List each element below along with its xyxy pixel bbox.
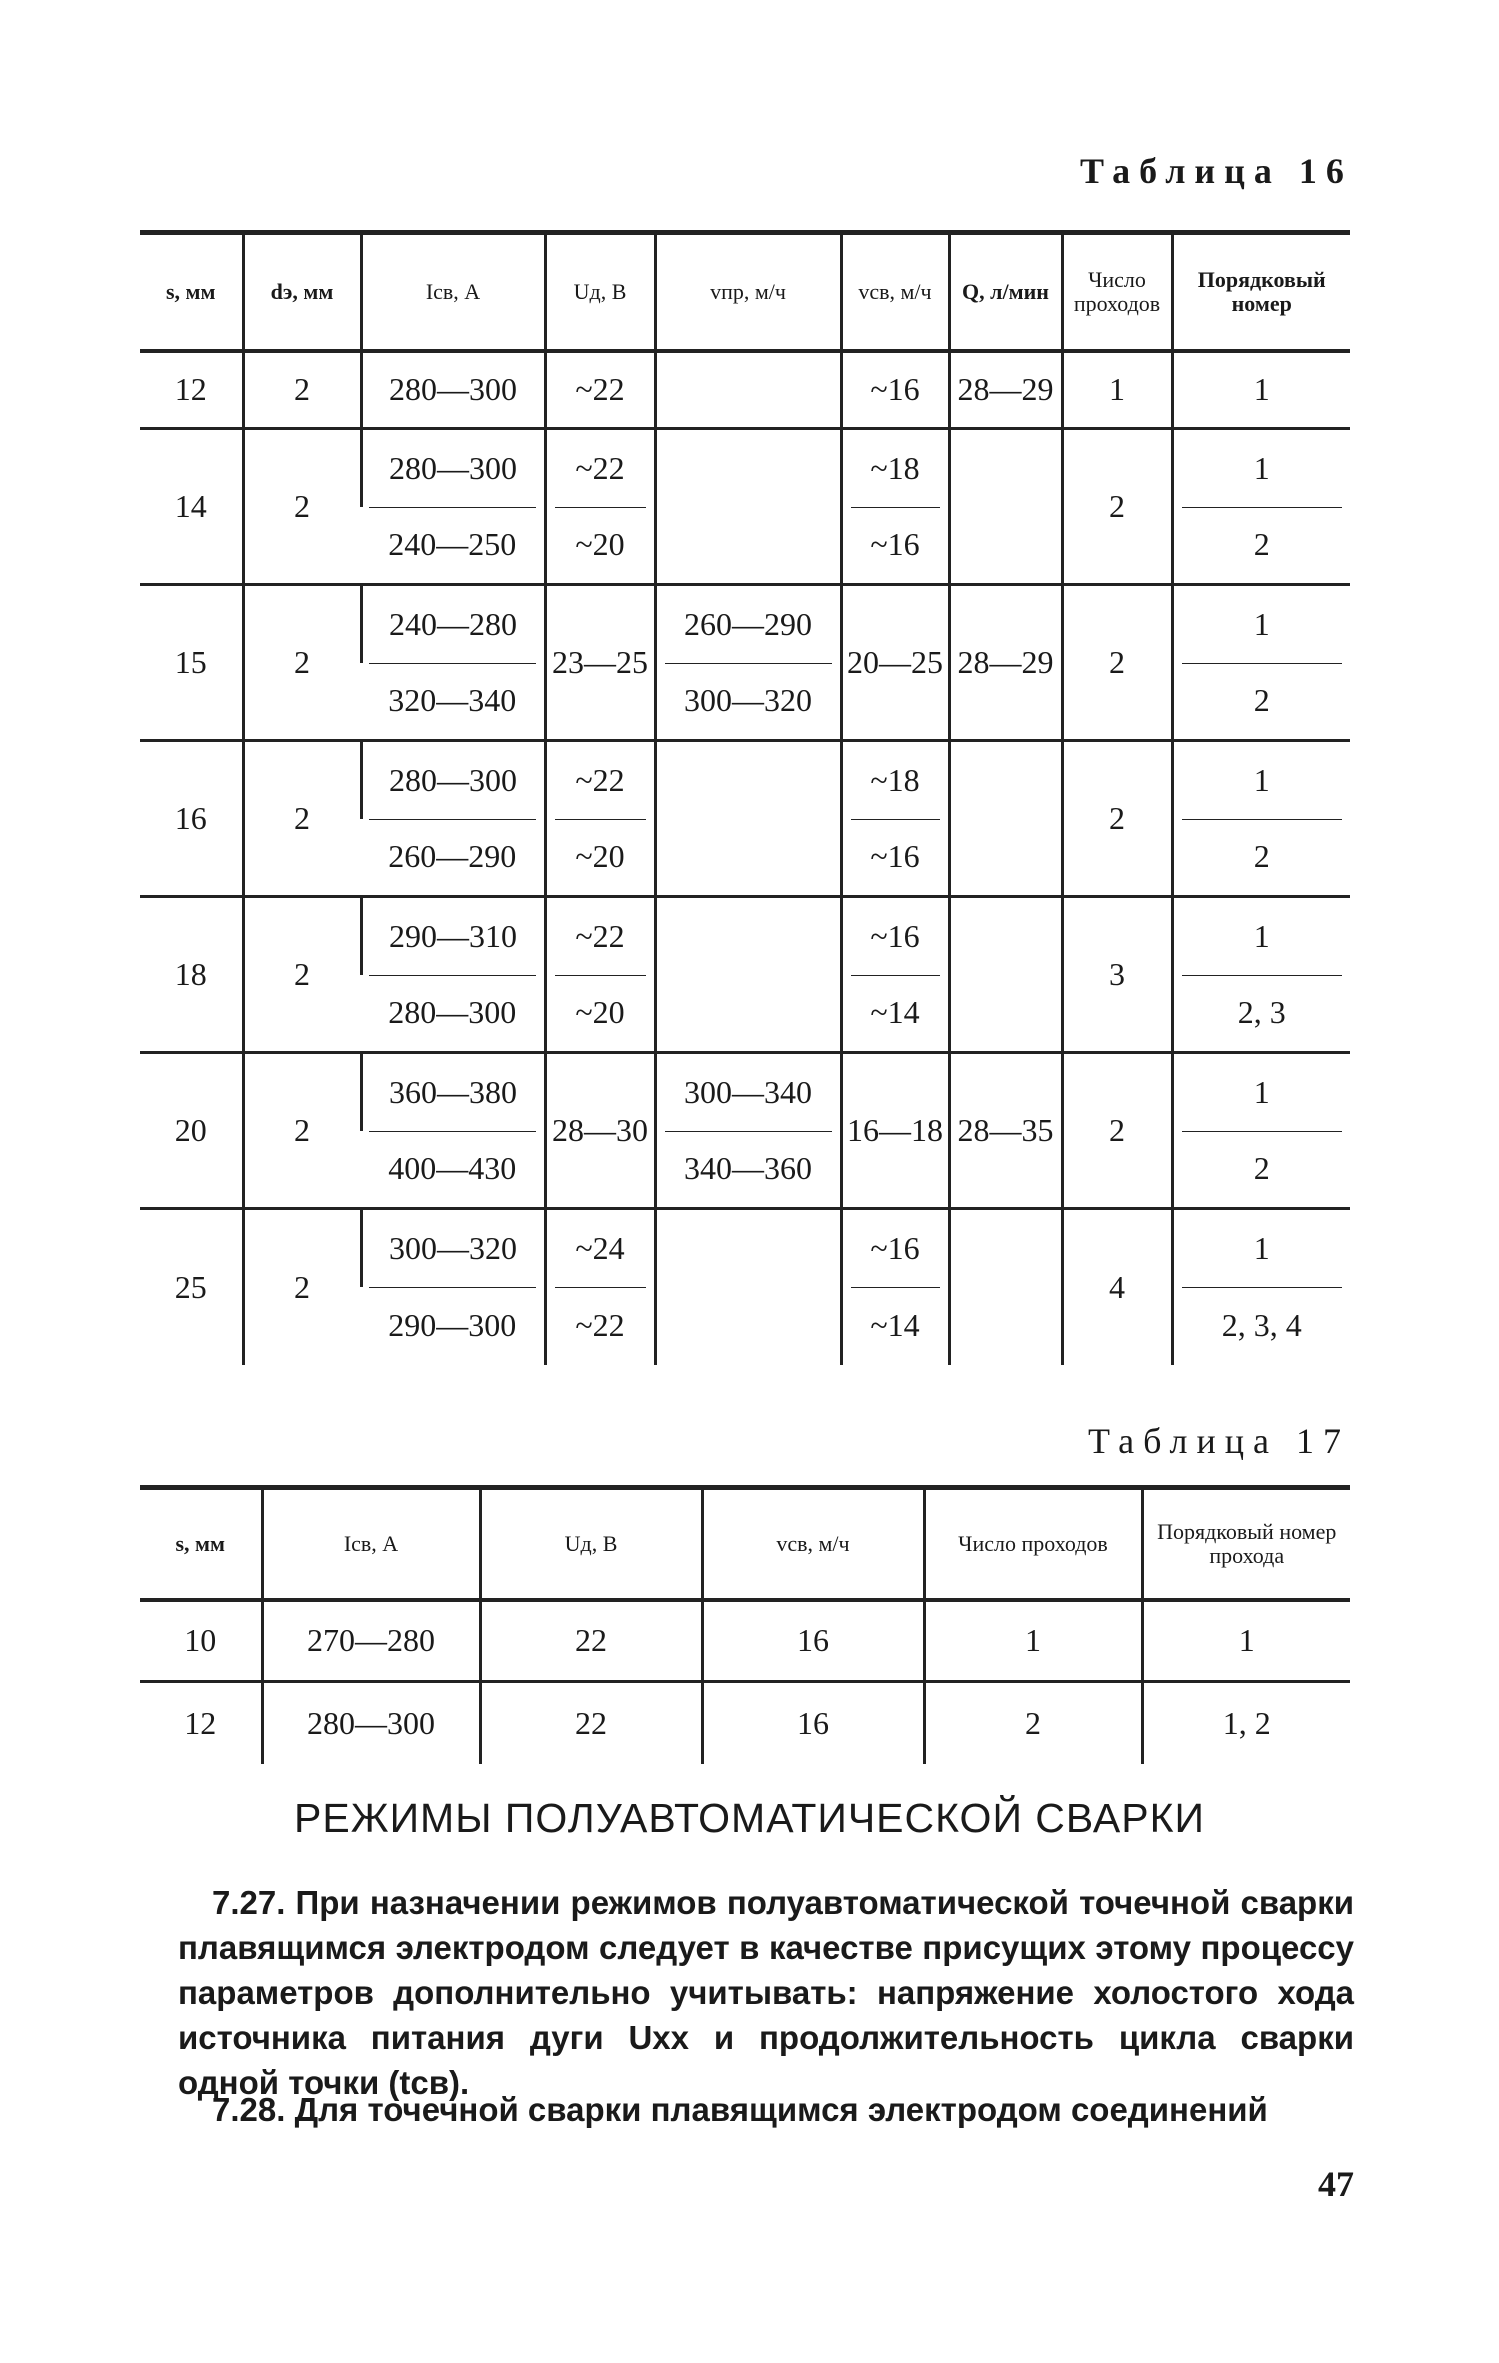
table-cell: 1 [1142,1600,1350,1682]
cell-I: 280—300 [361,351,545,429]
cell-vpr: 340—360 [655,1131,841,1209]
cell-s: 18 [140,897,243,1053]
cell-vsv: ~16 [841,1209,949,1287]
cell-order: 2 [1172,1131,1350,1209]
cell-s: 12 [140,351,243,429]
table-row [140,1682,1350,1764]
paragraph-7-28 [178,2087,1354,2132]
cell-Q [949,741,1062,897]
cell-order: 1 [1172,429,1350,507]
cell-passes: 2 [1062,1053,1172,1209]
cell-vpr [655,741,841,897]
cell-vpr [655,1209,841,1365]
table-cell: 16 [702,1600,924,1682]
cell-order: 1 [1172,897,1350,975]
cell-U: 23—25 [545,585,655,741]
cell-vpr: 300—320 [655,663,841,741]
cell-s: 16 [140,741,243,897]
cell-U: ~20 [545,507,655,585]
header-vpr: vпр, м/ч [655,233,841,351]
cell-s: 20 [140,1053,243,1209]
cell-I: 280—300 [361,429,545,507]
cell-I: 260—290 [361,819,545,897]
cell-U: ~24 [545,1209,655,1287]
cell-vsv: ~14 [841,975,949,1053]
header-order: Порядковый номер [1172,233,1350,351]
cell-vsv: 16—18 [841,1053,949,1209]
t17-header-U: Uд, В [480,1488,702,1600]
table-cell: 22 [480,1600,702,1682]
table-row [140,351,1350,429]
cell-Q [949,429,1062,585]
cell-order: 1 [1172,585,1350,663]
cell-d: 2 [243,429,361,585]
header-vsv: vсв, м/ч [841,233,949,351]
cell-passes: 2 [1062,585,1172,741]
cell-U: ~22 [545,429,655,507]
header-U: Uд, В [545,233,655,351]
cell-order: 2, 3 [1172,975,1350,1053]
t17-header-vsv: vсв, м/ч [702,1488,924,1600]
cell-Q: 28—35 [949,1053,1062,1209]
cell-I: 400—430 [361,1131,545,1209]
cell-order: 2 [1172,663,1350,741]
cell-order: 2, 3, 4 [1172,1287,1350,1365]
cell-s: 15 [140,585,243,741]
cell-d: 2 [243,585,361,741]
cell-order: 2 [1172,507,1350,585]
table-cell: 1, 2 [1142,1682,1350,1764]
cell-vsv: ~14 [841,1287,949,1365]
cell-vpr [655,351,841,429]
cell-order: 1 [1172,1209,1350,1287]
t17-header-s: s, мм [140,1488,262,1600]
table-cell: 10 [140,1600,262,1682]
table-cell: 1 [924,1600,1142,1682]
cell-I: 290—310 [361,897,545,975]
cell-U: ~20 [545,819,655,897]
cell-vsv: ~18 [841,741,949,819]
table-row [140,429,1350,507]
table-row [140,1209,1350,1287]
cell-vsv: ~16 [841,351,949,429]
table17 [140,1485,1350,1764]
table17-caption: Таблица 17 [1088,1421,1350,1461]
cell-Q [949,1209,1062,1365]
table-row [140,585,1350,663]
cell-vsv: ~16 [841,507,949,585]
header-s: s, мм [140,233,243,351]
cell-vsv: ~18 [841,429,949,507]
cell-I: 280—300 [361,741,545,819]
cell-U: 28—30 [545,1053,655,1209]
cell-d: 2 [243,1053,361,1209]
cell-Q: 28—29 [949,585,1062,741]
cell-I: 320—340 [361,663,545,741]
paragraph-text: Для точечной сварки плавящимся электродом соединений [294,2091,1268,2128]
table-row [140,741,1350,819]
cell-vpr [655,897,841,1053]
cell-I: 290—300 [361,1287,545,1365]
cell-d: 2 [243,351,361,429]
paragraph-text: При назначении режимов полуавтоматической точечной сварки плавящимся электродом следует в качестве присущих этому процессу параметров дополнительно учитывать: напряжение холостого хода источника питания дуги Uхх и продолжительность цикла сварки одной точки (tсв). [178,1884,1355,2101]
cell-U: ~22 [545,1287,655,1365]
cell-I: 300—320 [361,1209,545,1287]
cell-d: 2 [243,741,361,897]
cell-U: ~22 [545,351,655,429]
cell-Q [949,897,1062,1053]
table-row [140,897,1350,975]
page-number: 47 [1318,2164,1354,2204]
cell-U: ~22 [545,897,655,975]
table-cell: 16 [702,1682,924,1764]
table-cell: 270—280 [262,1600,480,1682]
cell-s: 14 [140,429,243,585]
t17-header-order: Порядковый номер прохода [1142,1488,1350,1600]
cell-passes: 4 [1062,1209,1172,1365]
table16 [140,230,1350,1365]
cell-vsv: 20—25 [841,585,949,741]
cell-d: 2 [243,1209,361,1365]
t17-header-I: Iсв, А [262,1488,480,1600]
paragraph-number: 7.28. [212,2091,286,2128]
section-title: РЕЖИМЫ ПОЛУАВТОМАТИЧЕСКОЙ СВАРКИ [294,1795,1205,1841]
cell-passes: 1 [1062,351,1172,429]
cell-order: 2 [1172,819,1350,897]
cell-passes: 2 [1062,429,1172,585]
header-Q: Q, л/мин [949,233,1062,351]
table-cell: 12 [140,1682,262,1764]
cell-vsv: ~16 [841,897,949,975]
paragraph-7-27 [178,1880,1354,2105]
header-passes: Число проходов [1062,233,1172,351]
cell-I: 240—280 [361,585,545,663]
cell-order: 1 [1172,1053,1350,1131]
cell-passes: 3 [1062,897,1172,1053]
table-cell: 2 [924,1682,1142,1764]
t17-header-passes: Число проходов [924,1488,1142,1600]
cell-order: 1 [1172,351,1350,429]
cell-vpr: 260—290 [655,585,841,663]
cell-U: ~20 [545,975,655,1053]
cell-vsv: ~16 [841,819,949,897]
table-cell: 280—300 [262,1682,480,1764]
cell-s: 25 [140,1209,243,1365]
cell-I: 240—250 [361,507,545,585]
cell-I: 360—380 [361,1053,545,1131]
header-I: Iсв, А [361,233,545,351]
table-cell: 22 [480,1682,702,1764]
cell-vpr [655,429,841,585]
cell-order: 1 [1172,741,1350,819]
cell-passes: 2 [1062,741,1172,897]
cell-I: 280—300 [361,975,545,1053]
paragraph-number: 7.27. [212,1884,286,1921]
cell-U: ~22 [545,741,655,819]
cell-Q: 28—29 [949,351,1062,429]
table-row [140,1600,1350,1682]
cell-vpr: 300—340 [655,1053,841,1131]
table16-caption: Таблица 16 [1080,151,1353,191]
cell-d: 2 [243,897,361,1053]
table-row [140,1053,1350,1131]
header-d: dэ, мм [243,233,361,351]
